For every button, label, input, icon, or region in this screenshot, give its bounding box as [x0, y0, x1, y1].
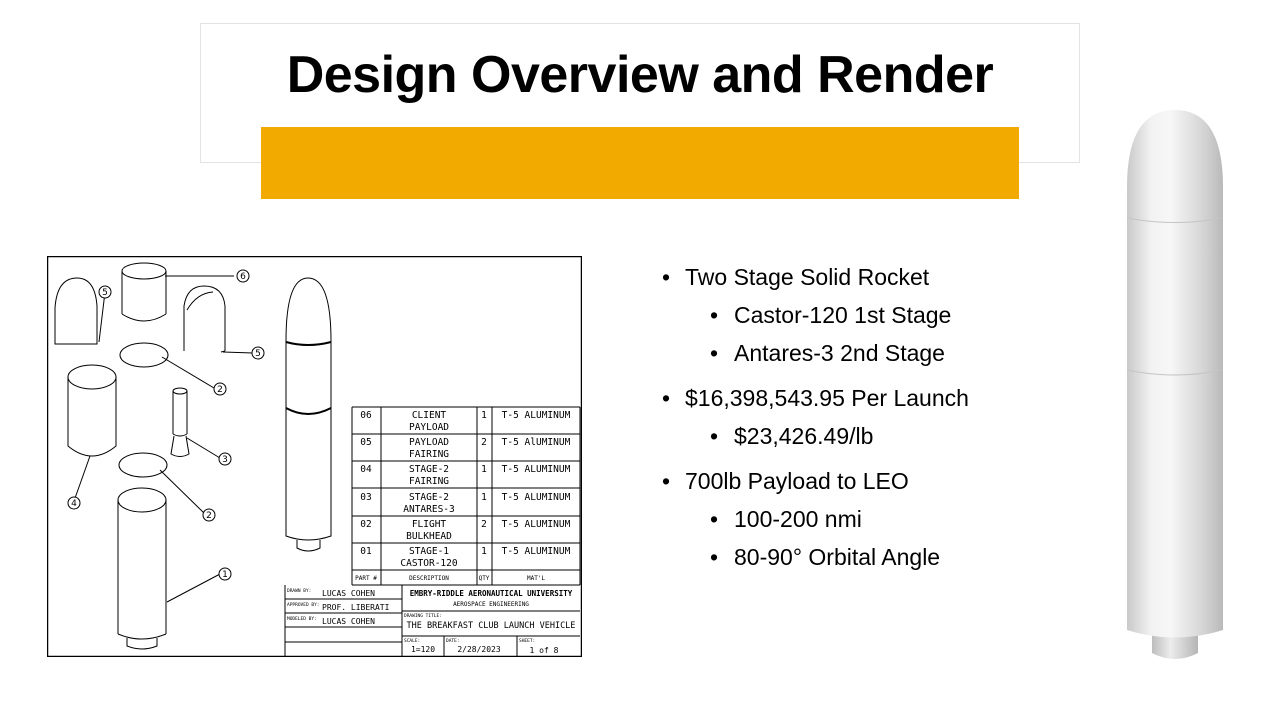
- balloon-2a: 2: [217, 385, 223, 395]
- part-desc: STAGE-2: [408, 492, 450, 503]
- part-qty: 1: [481, 464, 487, 475]
- bullet-payload: • 700lb Payload to LEO: [662, 466, 1082, 496]
- drawing-title-label: DRAWING TITLE:: [404, 614, 442, 619]
- drawn-label: DRAWN BY:: [287, 589, 312, 594]
- sub-bullet-castor: • Castor-120 1st Stage: [662, 300, 1082, 330]
- part-no: 02: [360, 519, 372, 530]
- part-flight-bulkhead-top: [120, 343, 168, 367]
- bullet-two-stage: • Two Stage Solid Rocket: [662, 262, 1082, 292]
- rocket-render: [1120, 105, 1230, 665]
- approved-by: PROF. LIBERATI: [322, 603, 390, 612]
- sub-bullet-altitude: • 100-200 nmi: [662, 504, 1082, 534]
- part-stage2-antares: [171, 388, 189, 457]
- part-no: 03: [360, 492, 372, 503]
- scale-label: SCALE:: [404, 639, 421, 644]
- part-desc: FAIRING: [408, 476, 450, 487]
- part-mat: T-5 ALUMINUM: [501, 519, 571, 530]
- drawing-title: THE BREAKFAST CLUB LAUNCH VEHICLE: [406, 621, 576, 631]
- sub-bullet-cost-per-lb: • $23,426.49/lb: [662, 421, 1082, 451]
- sub-bullet-orbital-angle: • 80-90° Orbital Angle: [662, 542, 1082, 572]
- part-desc: CASTOR-120: [400, 558, 458, 569]
- accent-bar: [261, 127, 1019, 199]
- balloon-2b: 2: [206, 511, 212, 521]
- part-desc: STAGE-2: [408, 464, 450, 475]
- part-mat: T-5 ALUMINUM: [501, 464, 571, 475]
- drawn-by: LUCAS COHEN: [322, 589, 375, 598]
- drawing-sheet: [47, 256, 582, 657]
- part-no: 04: [360, 464, 372, 475]
- engineering-drawing: [47, 256, 582, 657]
- balloon-3: 3: [222, 455, 228, 465]
- slide-title: Design Overview and Render: [286, 46, 994, 104]
- part-no: 06: [360, 410, 372, 421]
- part-desc: FLIGHT: [411, 519, 447, 530]
- part-desc: CLIENT: [411, 410, 447, 421]
- balloon-6: 6: [240, 272, 246, 282]
- balloon-1: 1: [222, 570, 228, 580]
- bullet-cost: • $16,398,543.95 Per Launch: [662, 383, 1082, 413]
- sheet-value: 1 of 8: [529, 646, 559, 655]
- modeled-label: MODELED BY:: [287, 617, 317, 622]
- header-mat: MAT'L: [526, 575, 546, 582]
- bullet-list: [662, 262, 1082, 572]
- part-desc: FAIRING: [408, 449, 450, 460]
- balloon-5a: 5: [102, 288, 108, 298]
- sheet-label: SHEET:: [519, 639, 536, 644]
- part-payload-fairing-right: [184, 286, 225, 352]
- header-part: PART #: [355, 575, 377, 582]
- part-qty: 1: [481, 546, 487, 557]
- part-no: 05: [360, 437, 372, 448]
- part-qty: 1: [481, 492, 487, 503]
- part-desc: PAYLOAD: [408, 422, 450, 433]
- part-desc: PAYLOAD: [408, 437, 450, 448]
- header-qty: QTY: [478, 575, 490, 582]
- university-name: EMBRY-RIDDLE AERONAUTICAL UNIVERSITY: [409, 589, 573, 598]
- date-label: DATE:: [446, 639, 460, 644]
- part-qty: 1: [481, 410, 487, 421]
- sub-bullet-antares: • Antares-3 2nd Stage: [662, 338, 1082, 368]
- part-payload-fairing-left: [55, 278, 97, 344]
- part-mat: T-5 ALUMINUM: [501, 410, 571, 421]
- scale-value: 1=120: [410, 645, 436, 654]
- part-desc: BULKHEAD: [406, 531, 452, 542]
- part-desc: ANTARES-3: [403, 504, 455, 515]
- date-value: 2/28/2023: [457, 645, 501, 654]
- part-stage2-fairing: [68, 365, 116, 456]
- part-stage1-castor: [118, 488, 166, 649]
- part-qty: 2: [481, 437, 487, 448]
- part-mat: T-5 AlUMINUM: [501, 437, 571, 448]
- department-name: AEROSPACE ENGINEERING: [453, 601, 529, 608]
- approved-label: APPROVED BY:: [287, 603, 320, 608]
- part-mat: T-5 ALUMINUM: [501, 546, 571, 557]
- balloon-4: 4: [71, 499, 77, 509]
- balloon-5b: 5: [255, 349, 261, 359]
- header-desc: DESCRIPTION: [409, 575, 449, 582]
- part-no: 01: [360, 546, 372, 557]
- part-qty: 2: [481, 519, 487, 530]
- modeled-by: LUCAS COHEN: [322, 617, 375, 626]
- part-desc: STAGE-1: [408, 546, 450, 557]
- part-client-payload: [122, 263, 166, 321]
- part-flight-bulkhead-bottom: [119, 453, 167, 477]
- assembled-rocket: [286, 278, 331, 551]
- part-mat: T-5 ALUMINUM: [501, 492, 571, 503]
